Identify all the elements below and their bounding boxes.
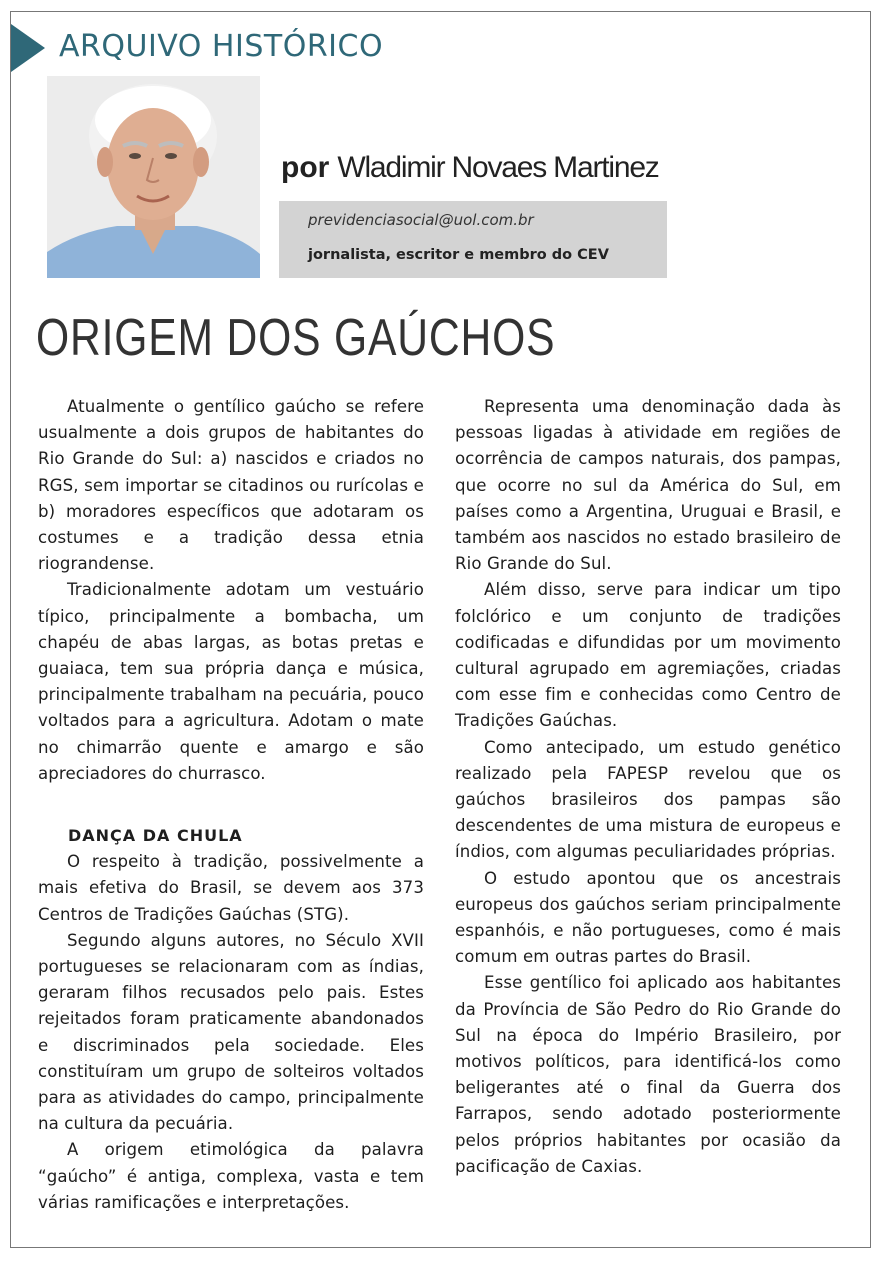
paragraph: Esse gentílico foi aplicado aos habitantes da Província de São Pedro do Rio Grande do Sul na época do Império Brasileiro, por motivos políticos, para identificá-los como beligerantes até o final da Guerra dos Farrapos, sendo adotado posteriormente pelos próprios habitantes por ocasião da pacificação de Caxias. (455, 973, 841, 1176)
author-info-box (279, 201, 667, 278)
paragraph: A origem etimológica da palavra “gaúcho” é antiga, complexa, vasta e tem várias ramificações e interpretações. (38, 1140, 424, 1212)
author-photo (47, 76, 260, 278)
paragraph: Segundo alguns autores, no Século XVII portugueses se relacionaram com as índias, geraram filhos recusados pelo pais. Estes rejeitados foram praticamente abandonados e discriminados pela sociedade. Eles constituíram um grupo de solteiros voltados para as atividades do campo, principalmente na cultura da pecuária. (38, 930, 424, 1134)
author-name: Wladimir Novaes Martinez (337, 151, 659, 184)
section-title: ARQUIVO HISTÓRICO (59, 29, 384, 64)
byline-prefix: por (281, 151, 330, 184)
section-arrow-icon (11, 24, 45, 72)
article-title: ORIGEM DOS GAÚCHOS (36, 309, 556, 367)
article-subheading: DANÇA DA CHULA (68, 826, 243, 846)
paragraph: Como antecipado, um estudo genético realizado pela FAPESP revelou que os gaúchos brasileiros dos pampas são descendentes de uma mistura de europeus e índios, com algumas peculiaridades próprias. (455, 737, 841, 862)
author-byline (281, 151, 659, 185)
paragraph: Representa uma denominação dada às pessoas ligadas à atividade em regiões de ocorrência de campos naturais, dos pampas, que ocorre no sul da América do Sul, em países como a Argentina, Uruguai e Brasil, e também aos nascidos no estado brasileiro de Rio Grande do Sul. (455, 397, 841, 574)
paragraph: O estudo apontou que os ancestrais europeus dos gaúchos seriam principalmente espanhóis, e não portugueses, como é mais comum em outras partes do Brasil. (455, 868, 841, 967)
author-email[interactable]: previdenciasocial@uol.com.br (308, 211, 534, 229)
article-column-left (38, 394, 424, 1216)
paragraph: Tradicionalmente adotam um vestuário típico, principalmente a bombacha, um chapéu de abas largas, as botas pretas e guaiaca, tem sua própria dança e música, principalmente trabalham na pecuária, pouco voltados para a agricultura. Adotam o mate no chimarrão quente e amargo e são apreciadores do churrasco. (38, 580, 424, 783)
paragraph: Atualmente o gentílico gaúcho se refere usualmente a dois grupos de habitantes do Rio Grande do Sul: a) nascidos e criados no RGS, sem importar se citadinos ou rurícolas e b) moradores específicos que adotaram os costumes e a tradição dessa etnia riograndense. (38, 397, 424, 574)
article-column-right (455, 394, 841, 1180)
paragraph: O respeito à tradição, possivelmente a mais efetiva do Brasil, se devem aos 373 Centros de Tradições Gaúchas (STG). (38, 852, 424, 924)
paragraph: Além disso, serve para indicar um tipo folclórico e um conjunto de tradições codificadas e difundidas por um movimento cultural agrupado em agremiações, criadas com esse fim e conhecidas como Centro de Tradições Gaúchas. (455, 580, 841, 731)
author-bio: jornalista, escritor e membro do CEV (308, 247, 609, 263)
